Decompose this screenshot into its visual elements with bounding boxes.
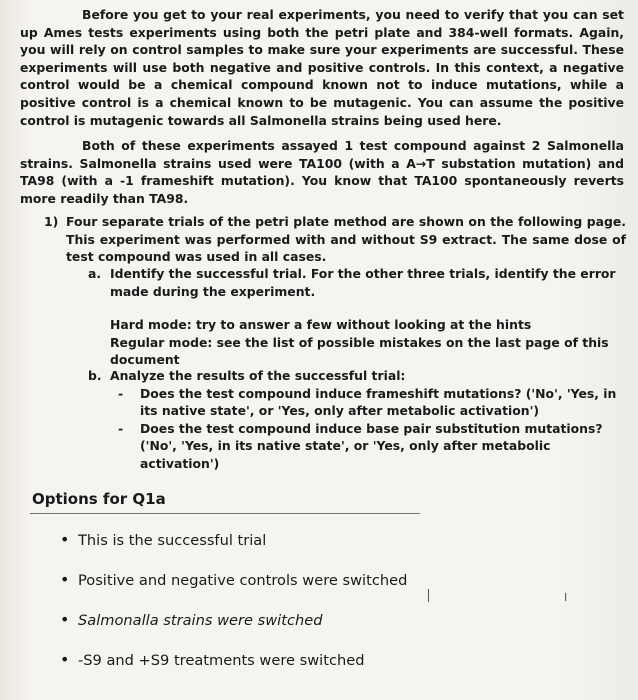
option-label: This is the successful trial (78, 532, 267, 549)
sub-b-item-2 (110, 420, 628, 473)
question-1 (44, 213, 626, 266)
question-number: 1) (44, 214, 59, 229)
dash-marker: - (118, 385, 124, 401)
bullet-icon: • (60, 610, 70, 629)
option-label: -S9 and +S9 treatments were switched (78, 652, 365, 669)
dash-marker: - (118, 420, 124, 436)
sub-letter-a: a. (88, 266, 102, 281)
sub-letter-b: b. (88, 368, 102, 383)
sub-b-item-1 (110, 385, 628, 420)
text-cursor (428, 589, 429, 602)
bullet-icon: • (60, 570, 70, 589)
option-item-3[interactable] (60, 610, 322, 629)
question-text: Four separate trials of the petri plate method are shown on the following page. This experiment was performed with and without S9 extract. The same dose of test compound was used in all cases. (66, 214, 626, 265)
intro-paragraph-1: Before you get to your real experiments, you need to verify that you can set up Ames tests experiments using both the petri plate and 384-well formats. Again, you will rely on control samples to make sure your experiments are successful. These experiments will use both negative and positive controls. In this context, a negative control would be a chemical compound known not to induce mutations, while a positive control is a chemical known to be mutagenic. You can assume the positive control is mutagenic towards all Salmonella strains being used here. (20, 7, 624, 128)
intro-section (20, 6, 624, 208)
option-item-4[interactable] (60, 650, 364, 669)
sub-a-text: Identify the successful trial. For the other three trials, identify the error made during the experiment. (110, 266, 616, 299)
ibeam-cursor-icon: I (564, 591, 568, 604)
hard-mode-hint: Hard mode: try to answer a few without looking at the hints (110, 317, 532, 333)
intro-paragraph-2: Both of these experiments assayed 1 test compound against 2 Salmonella strains. Salmonella strains used were TA100 (with a A→T substation mutation) and TA98 (with a -1 frameshift mutation). You know that TA100 spontaneously reverts more readily than TA98. (20, 138, 624, 206)
sub-b-item-2-text: Does the test compound induce base pair substitution mutations? ('No', 'Yes, in its native state', or 'Yes, only after metabolic activation') (140, 420, 603, 471)
option-label: Positive and negative controls were switched (78, 572, 408, 589)
sub-b-item-1-text: Does the test compound induce frameshift mutations? ('No', 'Yes, in its native state', or 'Yes, only after metabolic activation') (140, 385, 617, 419)
regular-mode-hint: Regular mode: see the list of possible mistakes on the last page of this document (110, 334, 609, 368)
bullet-icon: • (60, 530, 70, 549)
bullet-icon: • (60, 650, 70, 669)
option-item-1[interactable] (60, 530, 266, 549)
options-divider (30, 513, 420, 514)
option-label: Salmonalla strains were switched (78, 612, 323, 629)
sub-b-text: Analyze the results of the successful trial: (110, 368, 406, 383)
question-1b (88, 367, 628, 473)
option-item-2[interactable] (60, 570, 407, 589)
question-1a (88, 265, 628, 369)
options-heading: Options for Q1a (32, 490, 166, 508)
